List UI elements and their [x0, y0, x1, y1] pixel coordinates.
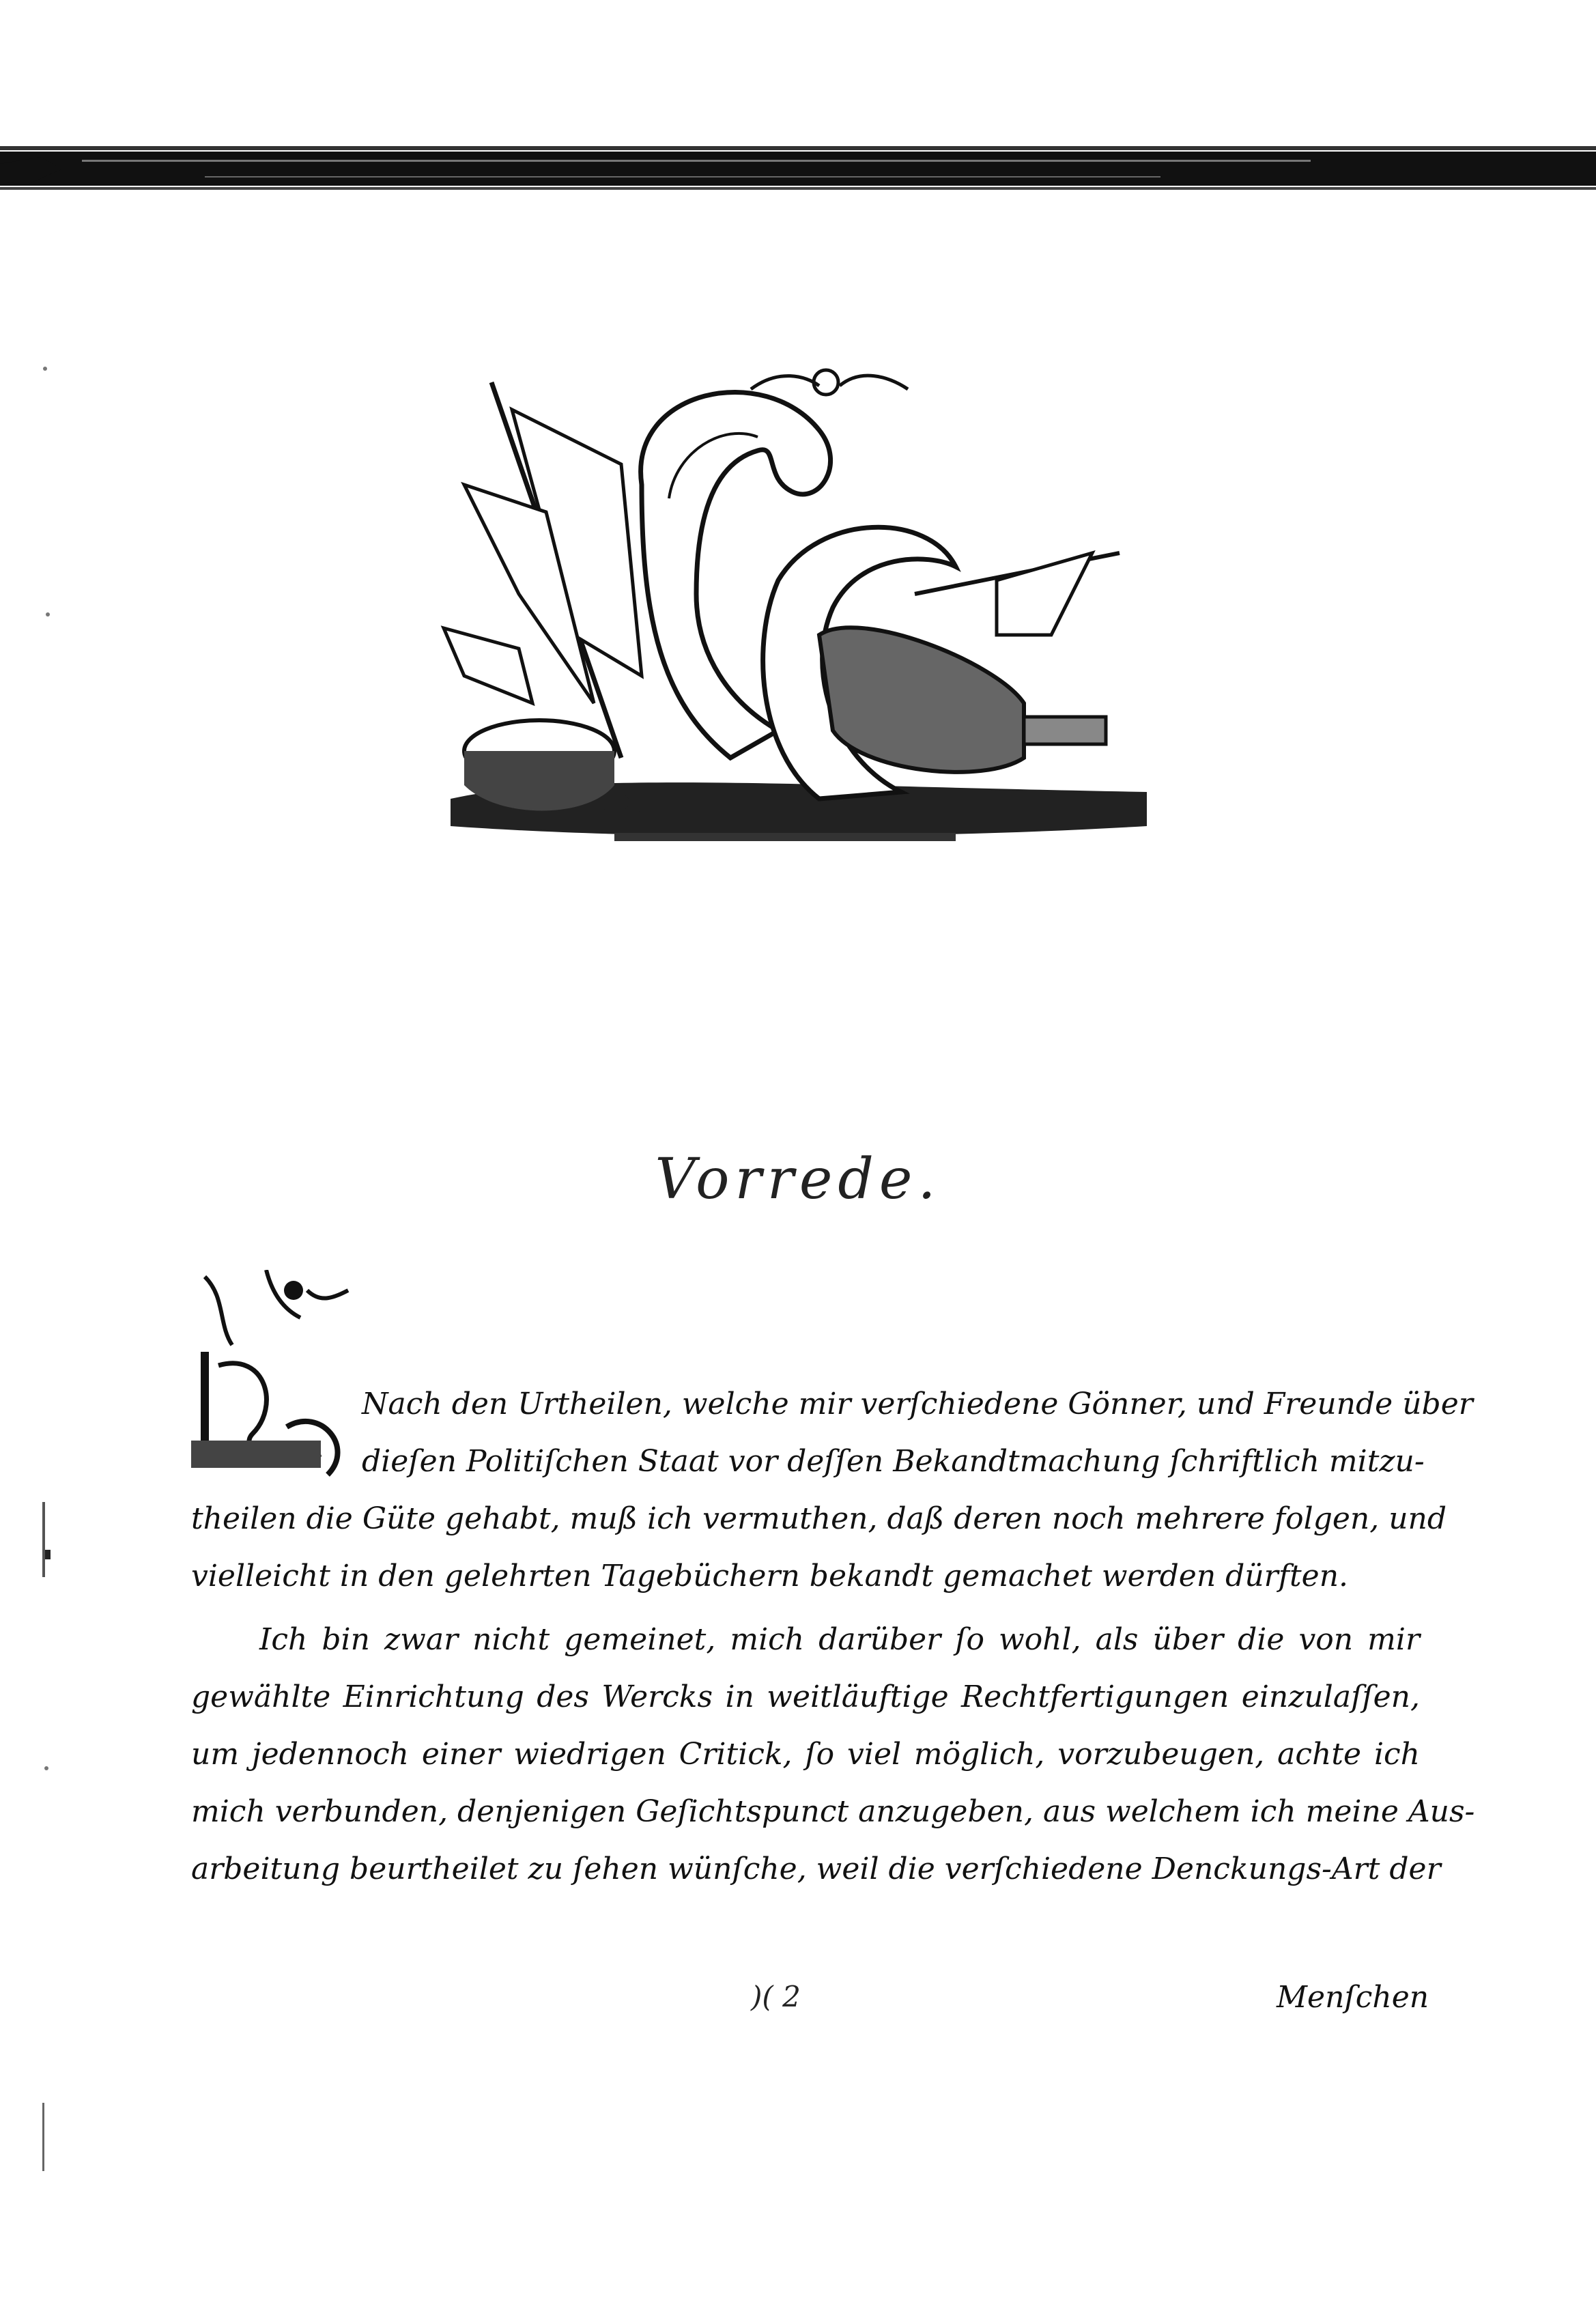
page-title: Vorrede. — [655, 1147, 941, 1212]
text-line: arbeitung beurtheilet zu ſehen wünſche, weil die verſchiedene Denckungs-Art der — [191, 1852, 1441, 1886]
header-rule — [0, 137, 1596, 198]
paragraph-2 — [191, 1611, 1475, 1898]
paragraph-1 — [191, 1376, 1473, 1605]
text-line: Ich bin zwar nicht gemeinet, mich darüber ſo wohl, als über die von mir — [259, 1622, 1420, 1657]
signature-mark: )( 2 — [751, 1980, 801, 2013]
catchword: Menſchen — [1277, 1980, 1429, 2015]
trophy-vignette — [437, 348, 1160, 867]
text-line: mich verbunden, denjenigen Geſichtspunct anzugeben, aus welchem ich meine Aus- — [191, 1794, 1475, 1829]
text-line: um jedennoch einer wiedrigen Critick, ſo viel möglich, vorzubeugen, achte ich — [191, 1737, 1420, 1772]
text-line: Nach den Urtheilen, welche mir verſchiedene Gönner, und Freunde über — [362, 1387, 1473, 1421]
text-line: vielleicht in den gelehrten Tagebüchern bekandt gemachet werden dürften. — [191, 1559, 1349, 1593]
text-line: theilen die Güte gehabt, muß ich vermuthen, daß deren noch mehrere folgen, und — [191, 1501, 1447, 1536]
text-line: gewählte Einrichtung des Wercks in weitläuftige Rechtfertigungen einzulaſſen, — [191, 1680, 1420, 1714]
text-line: dieſen Politiſchen Staat vor deſſen Bekandtmachung ſchriftlich mitzu- — [362, 1444, 1425, 1479]
